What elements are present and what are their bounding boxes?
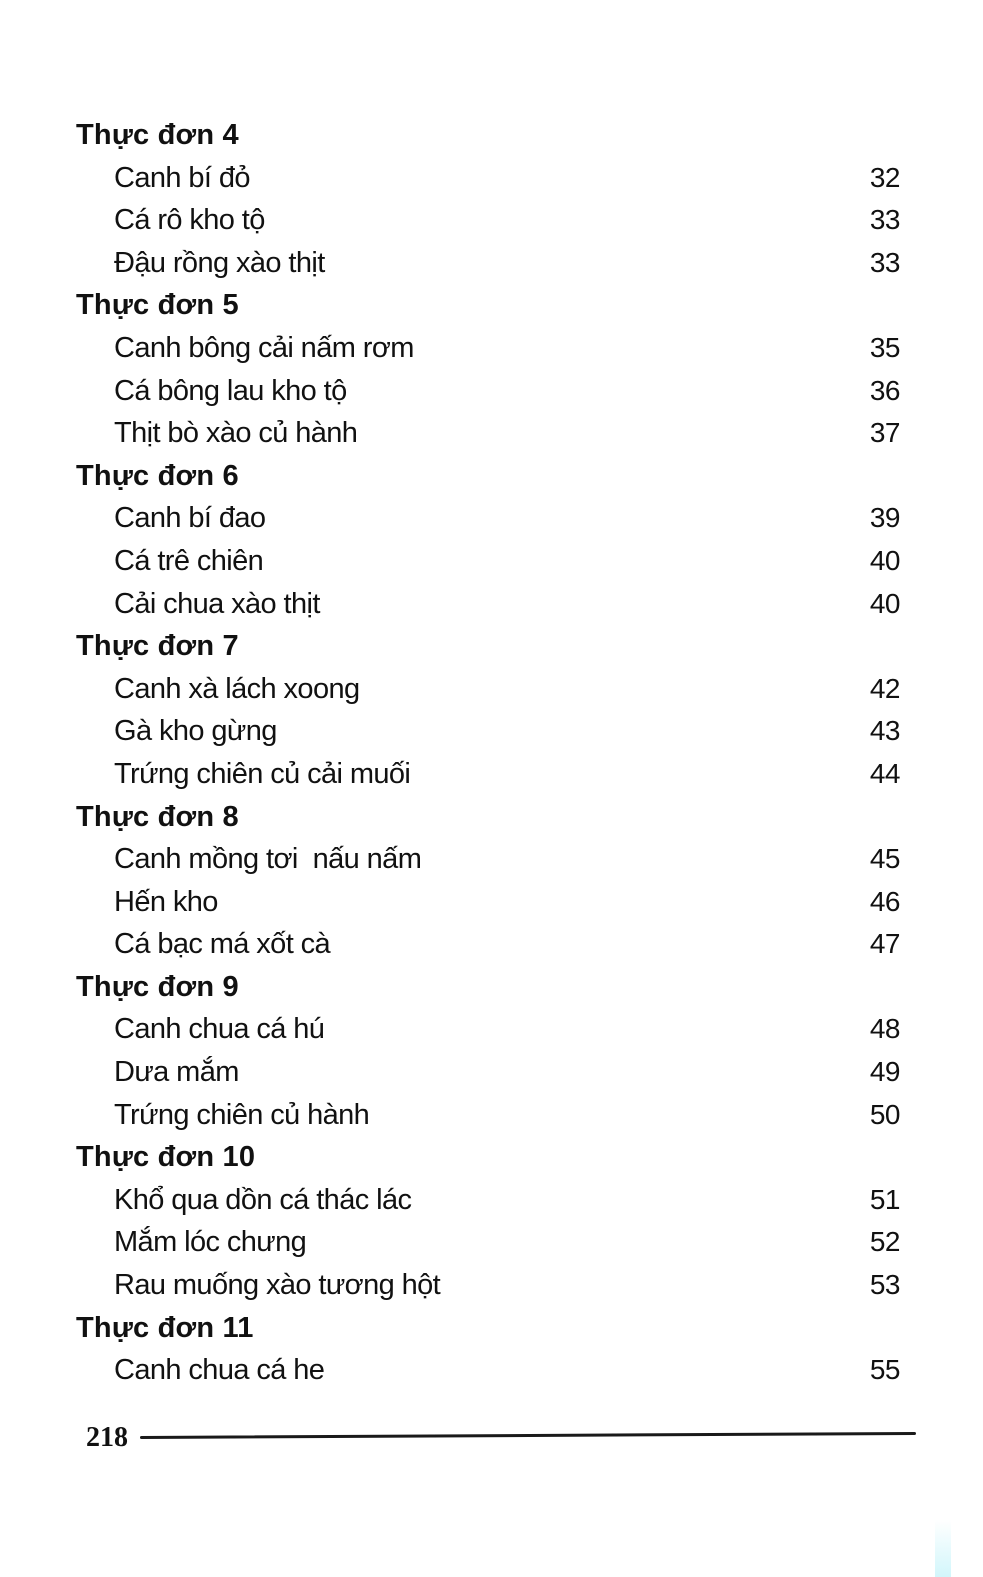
entry-title: Trứng chiên củ hành	[114, 1098, 370, 1131]
toc-section	[76, 966, 906, 1136]
toc-entry	[76, 710, 906, 753]
entry-page-number: 36	[869, 374, 900, 406]
toc-entry	[76, 1349, 906, 1392]
section-title: Thực đơn 4	[76, 119, 239, 151]
toc-entry	[76, 497, 906, 540]
entry-page-number: 45	[869, 843, 900, 875]
toc-entry	[76, 199, 906, 242]
toc-entry	[76, 668, 906, 711]
entry-page-number: 49	[869, 1056, 900, 1088]
entry-page-number: 50	[869, 1098, 900, 1130]
entry-title: Canh bí đao	[114, 502, 266, 535]
section-title: Thực đơn 6	[76, 459, 239, 492]
page-number: 218	[86, 1422, 128, 1453]
entry-page-number: 40	[869, 544, 900, 576]
toc-entry	[76, 1094, 906, 1137]
toc-entry	[76, 540, 906, 583]
section-title: Thực đơn 7	[76, 630, 239, 663]
toc-section	[76, 284, 906, 454]
entry-page-number: 48	[869, 1013, 900, 1045]
entry-page-number: 55	[869, 1354, 900, 1386]
entry-page-number: 42	[869, 672, 900, 704]
entry-title: Rau muống xào tương hột	[114, 1269, 441, 1302]
entry-title: Cá rô kho tộ	[114, 204, 265, 237]
entry-title: Dưa mắm	[114, 1056, 239, 1089]
toc-section	[76, 1136, 906, 1306]
entry-page-number: 43	[869, 715, 900, 747]
toc-entry	[76, 753, 906, 796]
page-footer	[86, 1418, 918, 1458]
entry-page-number: 33	[869, 246, 900, 278]
entry-title: Canh xà lách xoong	[114, 672, 360, 705]
entry-page-number: 40	[869, 587, 900, 619]
entry-title: Trứng chiên củ cải muối	[114, 757, 411, 790]
toc-entry	[76, 1264, 906, 1307]
entry-page-number: 51	[869, 1183, 900, 1215]
entry-page-number: 33	[869, 204, 900, 236]
toc-section	[76, 1307, 906, 1392]
entry-title: Canh mồng tơi nấu nấm	[114, 843, 422, 876]
section-title: Thực đơn 11	[76, 1311, 254, 1344]
section-title: Thực đơn 8	[76, 800, 239, 833]
toc-entry	[76, 370, 906, 413]
toc-section	[76, 455, 906, 625]
entry-page-number: 37	[869, 417, 900, 449]
toc-entry	[76, 242, 906, 285]
entry-page-number: 39	[869, 502, 900, 534]
entry-title: Cá trê chiên	[114, 544, 264, 577]
toc-entry	[76, 1008, 906, 1051]
toc-entry	[76, 923, 906, 966]
section-title: Thực đơn 10	[76, 1141, 256, 1174]
entry-page-number: 52	[869, 1226, 900, 1258]
toc-entry	[76, 881, 906, 924]
entry-page-number: 53	[869, 1269, 900, 1301]
entry-page-number: 46	[869, 885, 900, 917]
toc-entry	[76, 157, 906, 200]
entry-title: Cá bông lau kho tộ	[114, 374, 347, 407]
toc-entry	[76, 583, 906, 626]
entry-title: Cá bạc má xốt cà	[114, 928, 331, 961]
section-title: Thực đơn 5	[76, 289, 239, 322]
entry-title: Hến kho	[114, 885, 218, 918]
section-title: Thực đơn 9	[76, 970, 239, 1003]
entry-title: Cải chua xào thịt	[114, 587, 320, 620]
toc-section	[76, 114, 906, 284]
footer-rule-divider	[140, 1432, 916, 1439]
toc-entry	[76, 412, 906, 455]
entry-title: Đậu rồng xào thịt	[114, 246, 325, 279]
entry-page-number: 47	[869, 928, 900, 960]
entry-title: Canh chua cá he	[114, 1354, 325, 1387]
toc-section	[76, 796, 906, 966]
entry-page-number: 44	[869, 757, 900, 789]
entry-title: Canh bông cải nấm rơm	[114, 331, 414, 364]
entry-title: Gà kho gừng	[114, 715, 277, 748]
entry-title: Canh bí đỏ	[114, 161, 250, 194]
toc-entry	[76, 1179, 906, 1222]
toc-entry	[76, 1221, 906, 1264]
entry-title: Mắm lóc chưng	[114, 1226, 307, 1259]
toc-section	[76, 625, 906, 795]
toc-entry	[76, 327, 906, 370]
entry-title: Khổ qua dồn cá thác lác	[114, 1183, 412, 1216]
entry-title: Canh chua cá hú	[114, 1013, 325, 1046]
entry-page-number: 32	[869, 161, 900, 193]
toc-entry	[76, 1051, 906, 1094]
entry-page-number: 35	[869, 331, 900, 363]
entry-title: Thịt bò xào củ hành	[114, 417, 358, 450]
scan-artifact	[935, 1520, 951, 1577]
toc-entry	[76, 838, 906, 881]
table-of-contents	[76, 114, 906, 1392]
